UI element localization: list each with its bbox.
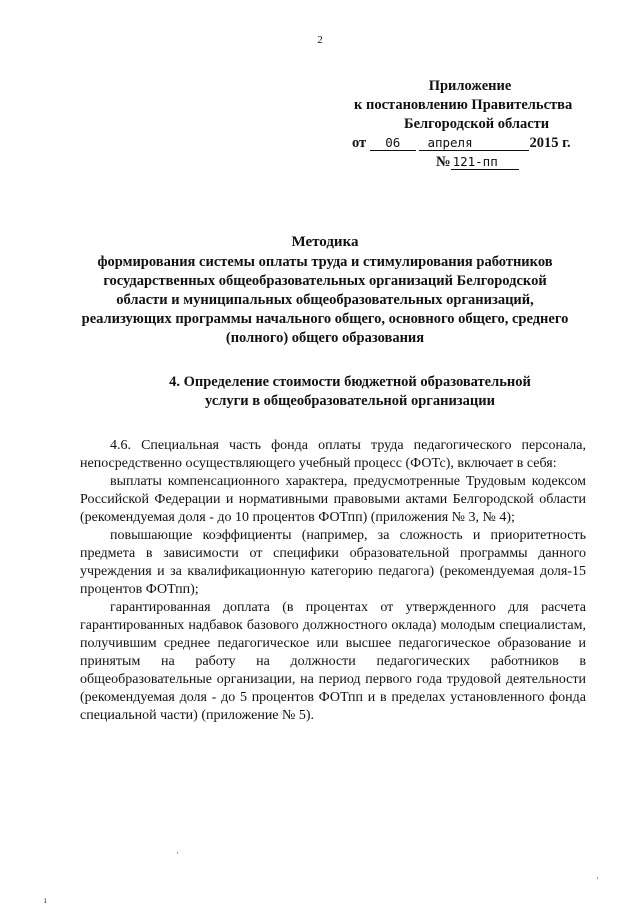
- method-line: реализующих программы начального общего, основного общего, среднего: [81, 311, 569, 327]
- appendix-number: [340, 153, 590, 172]
- scan-speck: ·: [596, 873, 599, 883]
- date-day: 06: [370, 136, 416, 151]
- date-year: 2015 г.: [529, 135, 571, 151]
- method-line: области и муниципальных общеобразовательных организаций,: [116, 292, 534, 308]
- number-value: 121-пп: [451, 155, 519, 170]
- number-sign: №: [436, 154, 451, 170]
- date-month: апреля: [419, 136, 529, 151]
- body-text: [80, 437, 586, 725]
- section-heading-line: услуги в общеобразовательной организации: [205, 393, 495, 409]
- appendix-resolution-line: к постановлению Правительства: [354, 97, 573, 113]
- page-number: 2: [317, 34, 323, 46]
- method-line: формирования системы оплаты труда и стимулирования работников: [97, 254, 553, 270]
- appendix-date: [340, 134, 590, 153]
- paragraph: гарантированная доплата (в процентах от утвержденного для расчета гарантированных надбавок базового должностного оклада) молодым специалистам, получившим среднее педагогическое или высшее педагогическое образование и принятым на работу на должности педагогических работников в общеобразовательные организации, на период первого года трудовой деятельности (рекомендуемая доля - до 5 процентов ФОТпп и в пределах установленного фонда специальной части) (приложение № 5).: [80, 600, 586, 723]
- appendix-title: Приложение: [428, 78, 512, 94]
- paragraph: 4.6. Специальная часть фонда оплаты труда педагогического персонала, непосредственно осуществляющего учебный процесс (ФОТс), включает в себя:: [80, 438, 586, 471]
- method-heading: [60, 233, 590, 348]
- section-heading-line: 4. Определение стоимости бюджетной образовательной: [169, 374, 531, 390]
- scan-speck: ·: [176, 848, 179, 858]
- section-heading: [90, 373, 610, 411]
- paragraph: выплаты компенсационного характера, предусмотренные Трудовым кодексом Российской Федерации и нормативными правовыми актами Белгородской области (рекомендуемая доля - до 10 процентов ФОТпп) (приложения № 3, № 4);: [80, 474, 586, 525]
- method-line: (полного) общего образования: [225, 330, 425, 346]
- appendix-header: [340, 77, 590, 172]
- appendix-region-line: Белгородской области: [404, 116, 550, 132]
- method-line: государственных общеобразовательных организаций Белгородской: [103, 273, 547, 289]
- scan-speck: ı: [44, 895, 47, 905]
- date-prefix: от: [352, 135, 367, 151]
- paragraph: повышающие коэффициенты (например, за сложность и приоритетность предмета в зависимости от специфики образовательной программы данного учреждения и за квалификационную категорию педагога) (рекомендуемая доля-15 процентов ФОТпп);: [80, 528, 586, 597]
- method-title: Методика: [291, 234, 359, 250]
